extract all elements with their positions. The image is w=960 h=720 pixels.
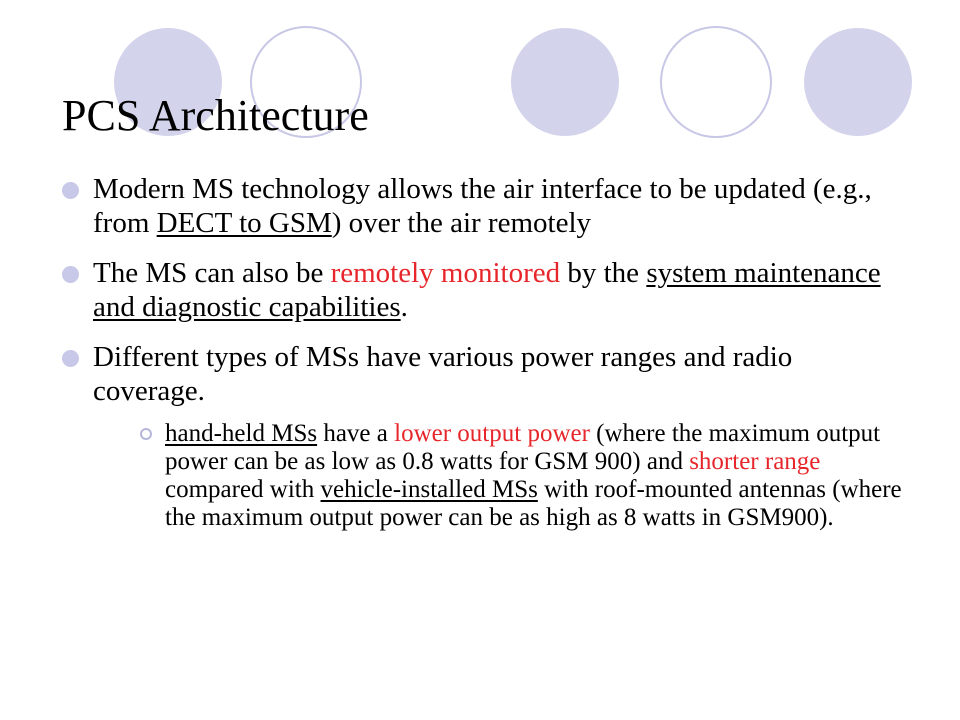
bullet-text: . xyxy=(400,291,408,323)
highlighted-text: lower output power xyxy=(394,420,590,447)
sub-bullet-text: with roof-mounted antennas (where the maximum output power can be as high as 8 watts in GSM900). xyxy=(165,476,902,531)
underlined-text: hand-held MSs xyxy=(165,420,318,447)
sub-bullet-text: have a xyxy=(317,420,395,447)
sub-bullet-ring-icon xyxy=(140,428,152,440)
deco-circle-filled xyxy=(511,28,619,136)
bullet-dot-icon xyxy=(62,182,79,199)
bullet-dot-icon xyxy=(62,266,79,283)
bullet-text: Different types of MSs have various power ranges and radio coverage. xyxy=(93,341,793,407)
bullet-item xyxy=(60,172,910,240)
bullet-text: The MS can also be xyxy=(93,257,331,289)
deco-circle-outline xyxy=(661,27,771,137)
underlined-text: system maintenance and diagnostic capabilities xyxy=(93,257,881,323)
slide-title: PCS Architecture xyxy=(62,91,369,140)
underlined-text: DECT to GSM xyxy=(156,207,332,239)
bullet-item xyxy=(60,340,910,532)
bullet-list xyxy=(60,172,910,548)
highlighted-text: shorter range xyxy=(689,448,821,475)
underlined-text: vehicle-installed MSs xyxy=(320,476,538,503)
bullet-text: ) over the air remotely xyxy=(331,207,592,239)
sub-bullet-text: (where the maximum output power can be as low as 0.8 watts for GSM 900) and xyxy=(165,420,881,475)
sub-bullet-text: compared with xyxy=(165,476,321,503)
bullet-text: by the xyxy=(560,257,647,289)
bullet-text: Modern MS technology allows the air interface to be updated (e.g., from xyxy=(93,173,872,239)
bullet-dot-icon xyxy=(62,350,79,367)
sub-bullet-item xyxy=(93,420,910,532)
bullet-item xyxy=(60,256,910,324)
deco-circle-filled xyxy=(804,28,912,136)
highlighted-text: remotely monitored xyxy=(330,257,561,289)
